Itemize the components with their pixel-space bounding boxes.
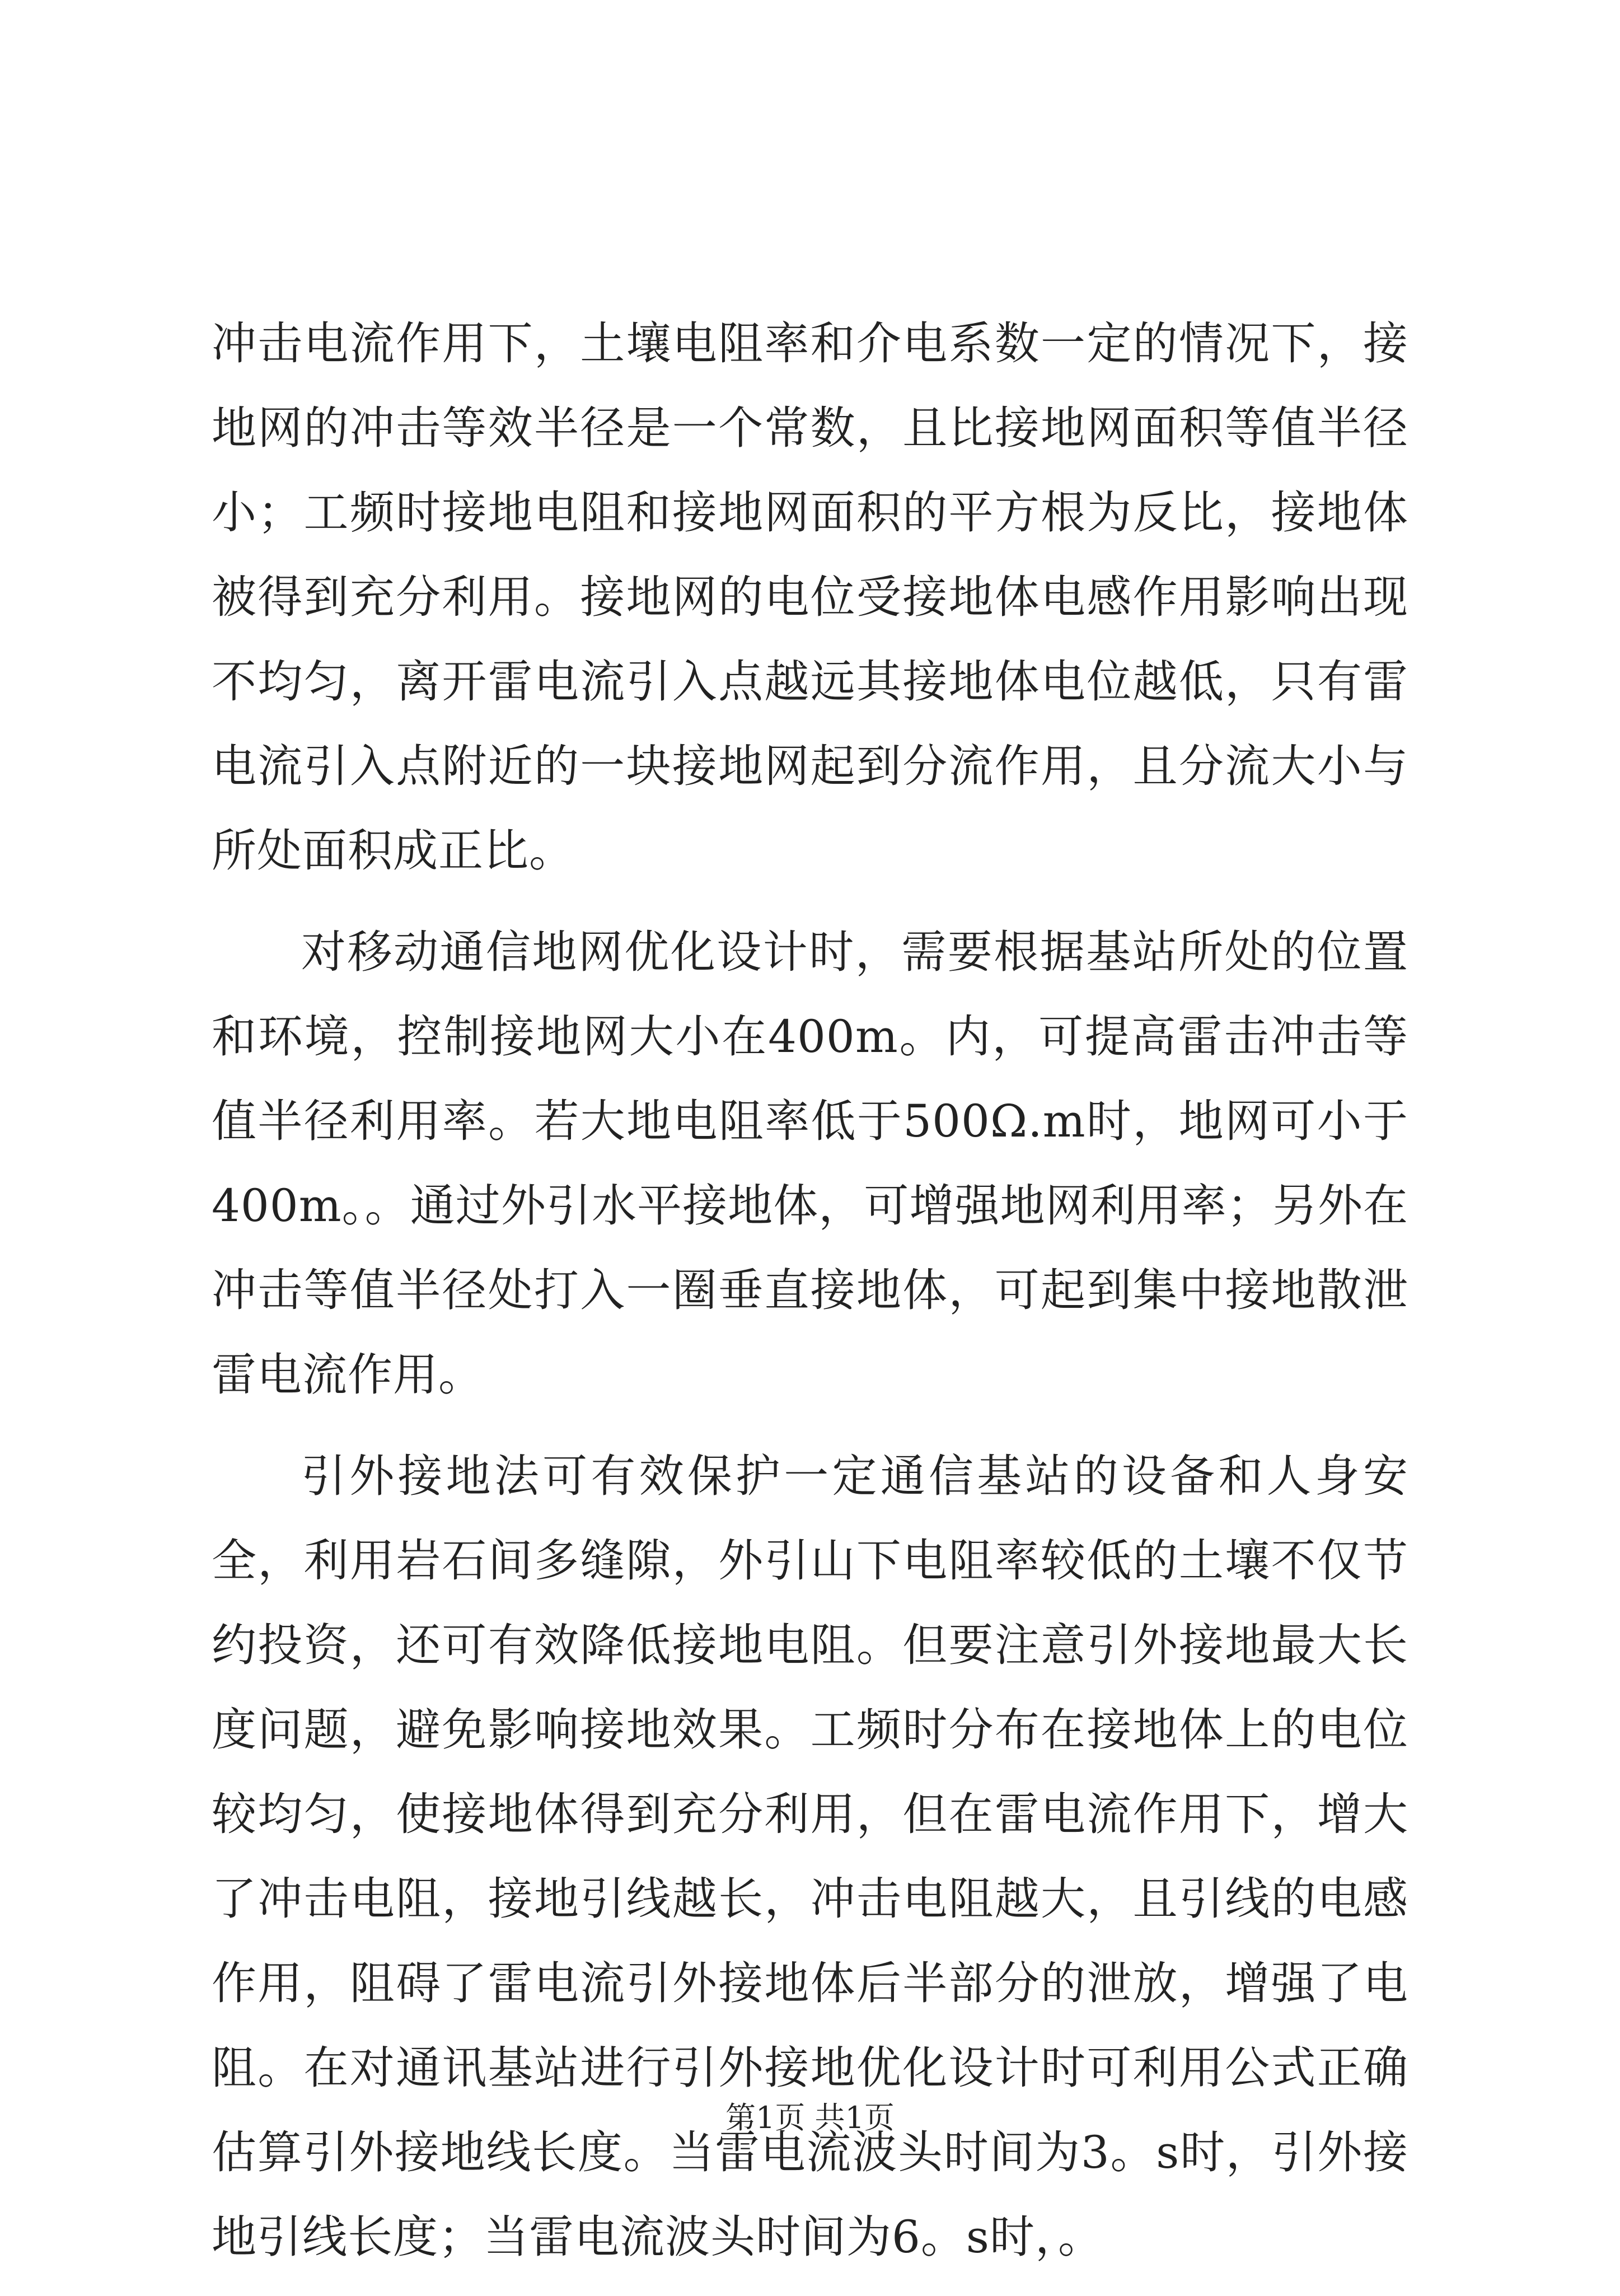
document-body bbox=[212, 301, 1408, 2296]
paragraph-3: 引外接地法可有效保护一定通信基站的设备和人身安全，利用岩石间多缝隙，外引山下电阻率较低的土壤不仅节约投资，还可有效降低接地电阻。但要注意引外接地最大长度问题，避免影响接地效果。工频时分布在接地体上的电位较均匀，使接地体得到充分利用，但在雷电流作用下，增大了冲击电阻，接地引线越长，冲击电阻越大，且引线的电感作用，阻碍了雷电流引外接地体后半部分的泄放，增强了电阻。在对通讯基站进行引外接地优化设计时可利用公式正确估算引外接地线长度。当雷电流波头时间为3。s时，引外接地引线长度；当雷电流波头时间为6。s时，。 bbox=[212, 1450, 1408, 2263]
paragraph-2: 对移动通信地网优化设计时，需要根据基站所处的位置和环境，控制接地网大小在400m。内，可提高雷击冲击等值半径利用率。若大地电阻率低于500Ω.m时，地网可小于400m。。通过外引水平接地体，可增强地网利用率；另外在冲击等值半径处打入一圈垂直接地体，可起到集中接地散泄雷电流作用。 bbox=[212, 926, 1408, 1401]
paragraph-1: 冲击电流作用下，土壤电阻率和介电系数一定的情况下，接地网的冲击等效半径是一个常数，且比接地网面积等值半径小；工频时接地电阻和接地网面积的平方根为反比，接地体被得到充分利用。接地网的电位受接地体电感作用影响出现不均匀，离开雷电流引入点越远其接地体电位越低，只有雷电流引入点附近的一块接地网起到分流作用，且分流大小与所处面积成正比。 bbox=[212, 317, 1408, 877]
page-footer: 第1页 共1页 bbox=[725, 2100, 895, 2135]
